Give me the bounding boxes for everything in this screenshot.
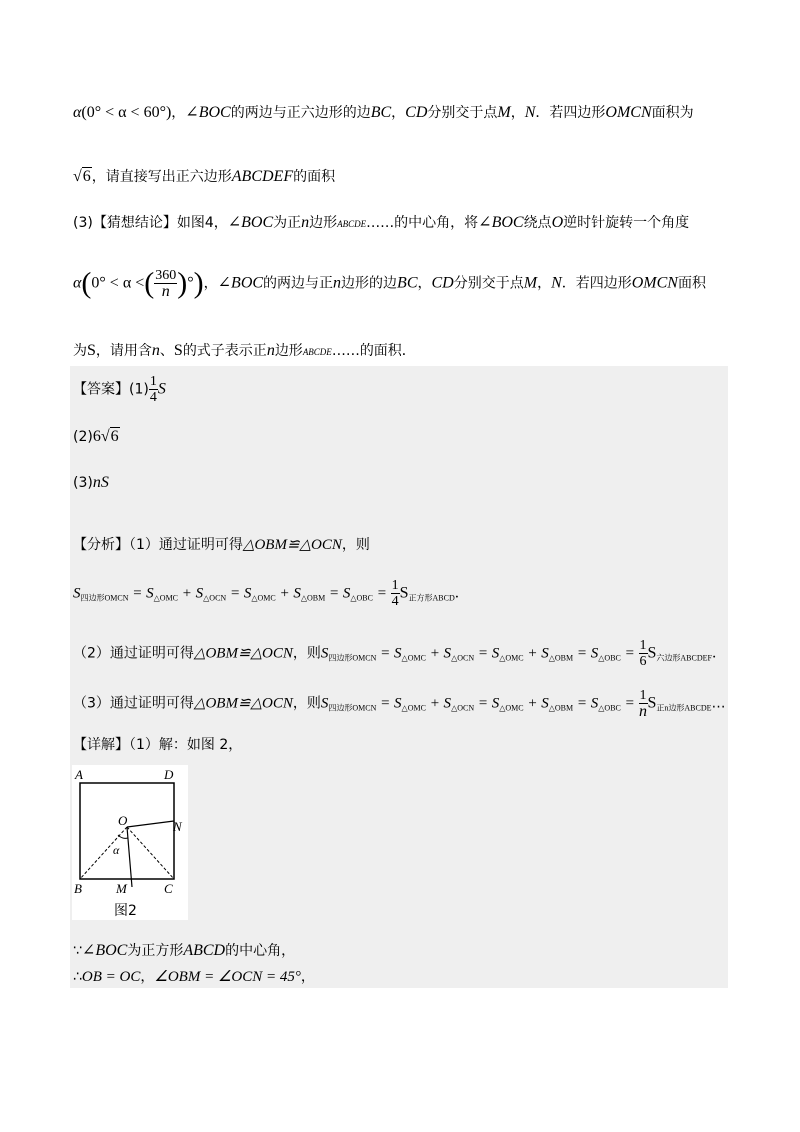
figure-caption: 图2 — [114, 903, 137, 919]
angle-boc: ∠BOC — [185, 104, 231, 121]
label-b: B — [74, 881, 82, 896]
because-symbol: ∵ — [73, 943, 82, 959]
fraction-1-4-analysis: $\frac{1}{4}$ — [391, 578, 399, 609]
proof-line-2: ∴OB = OC，∠OBM = ∠OCN = 45°， — [73, 969, 315, 985]
analysis-line-3: （3）通过证明可得△OBM≌△OCN，则$S_{四边形OMCN} = S_{\triangle OMC} + S_{\triangle OCN} = S_{\triangle OMC} + S_{\triangle OBM} = S_{\triangle OBC}$ = $\frac{1}{n}$ $S_{正n边形ABCDE}\dots$ — [73, 688, 726, 720]
sqrt-6: √6 — [73, 168, 91, 185]
label-alpha: α — [113, 843, 120, 857]
alpha-symbol: α — [73, 104, 82, 121]
analysis-formula-1: $S_{四边形OMCN} = S_{\triangle OMC} + S_{\triangle OCN} = S_{\triangle OMC} + S_{\triangle OBM} = S_{\triangle OBC}$ = $\frac{1}{4}$ $S_{正方形ABCD}$． — [73, 578, 469, 609]
label-d: D — [164, 767, 174, 782]
fraction-360-n: $\frac{360}{n}$ — [155, 268, 177, 300]
fraction-1-n: $\frac{1}{n}$ — [639, 688, 647, 720]
figure-2 — [72, 765, 188, 920]
fraction-1-6: $\frac{1}{6}$ — [639, 638, 647, 669]
sqrt-6-answer: √6 — [100, 428, 119, 445]
line-om — [127, 827, 132, 887]
analysis-line-1: 【分析】（1）通过证明可得△OBM≌△OCN，则 — [73, 537, 370, 553]
problem-line-1: α(0° < α < 60°)，∠BOC的两边与正六边形的边BC，CD分别交于点M，N．若四边形OMCN面积为 — [73, 104, 694, 121]
answer-line-2: (2)6√6 — [73, 428, 119, 445]
proof-line-1: ∵∠BOC为正方形ABCD的中心角， — [73, 942, 296, 959]
angle-range: (0° < α < 60°) — [81, 104, 172, 121]
line-oc — [127, 827, 174, 879]
therefore-symbol: ∴ — [73, 969, 82, 985]
detail-label: 【详解】 — [73, 737, 129, 753]
label-c: C — [164, 881, 173, 896]
answer-label: 【答案】 — [73, 381, 129, 398]
figure-2-diagram — [72, 765, 188, 920]
fraction-1-4: $\frac{1}{4}$ — [149, 374, 157, 405]
line-ob — [80, 827, 127, 879]
problem-line-2: √6，请直接写出正六边形ABCDEF的面积 — [73, 168, 336, 185]
label-n: N — [173, 819, 182, 834]
label-m: M — [116, 881, 127, 896]
answer-line-1: 【答案】(1) $\frac{1}{4}$ S — [73, 374, 166, 405]
problem-line-5: 为S，请用含n、S的式子表示正n边形ABCDE……的面积． — [73, 342, 416, 359]
problem-line-3: (3)【猜想结论】如图4，∠BOC为正n边形ABCDE……的中心角，将∠BOC绕点O逆时针旋转一个角度 — [73, 214, 690, 231]
analysis-line-2: （2）通过证明可得△OBM≌△OCN，则$S_{四边形OMCN} = S_{\triangle OMC} + S_{\triangle OCN} = S_{\triangle OMC} + S_{\triangle OBM} = S_{\triangle OBC}$ = $\frac{1}{6}$ $S_{六边形ABCDEF}$． — [73, 638, 726, 669]
detail-line: 【详解】（1）解：如图 2， — [73, 737, 243, 753]
label-o: O — [118, 813, 128, 828]
problem-line-4: α(0° < α <( $\frac{360}{n}$ )°)，∠BOC的两边与正n边形的边BC，CD分别交于点M，N．若四边形OMCN面积 — [73, 266, 706, 300]
answer-line-3: (3)nS — [73, 474, 109, 491]
label-a: A — [75, 767, 83, 782]
line-on — [127, 821, 174, 827]
analysis-label: 【分析】 — [73, 537, 129, 553]
